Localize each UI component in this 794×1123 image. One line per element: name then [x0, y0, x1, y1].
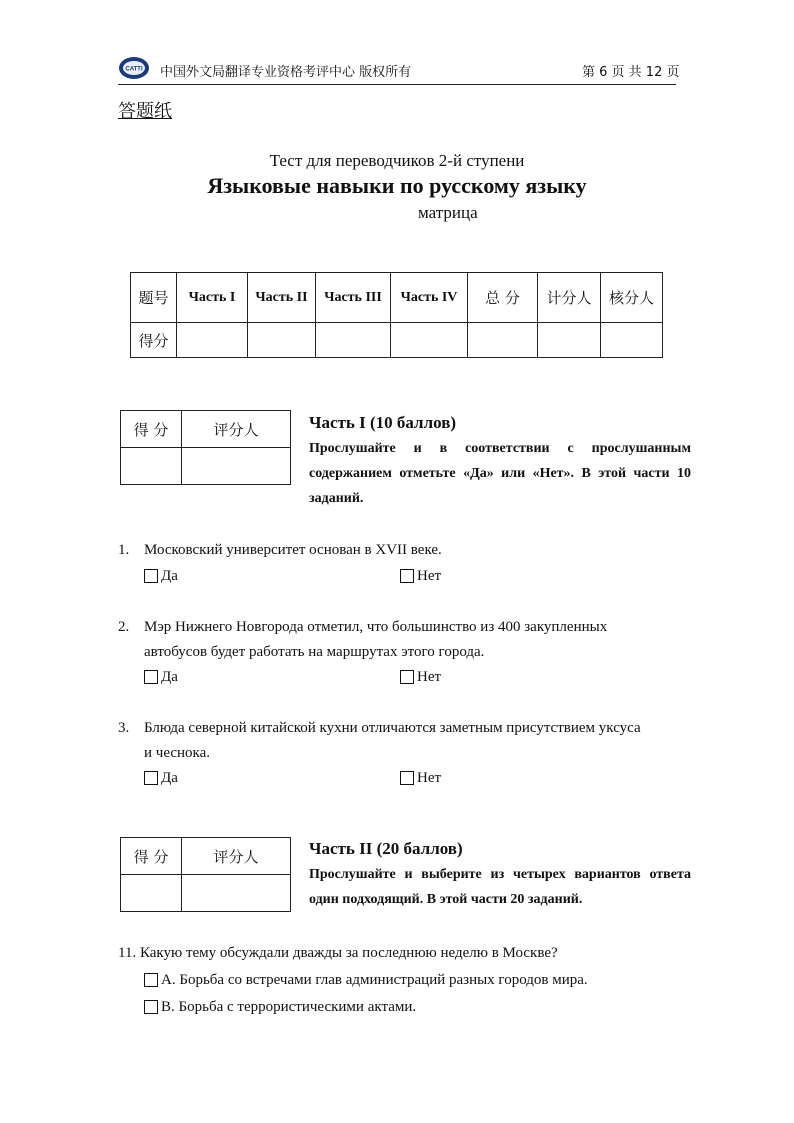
checkbox[interactable]: [144, 771, 158, 785]
test-title: Тест для переводчиков 2-й ступени: [269, 151, 525, 170]
q3-option-yes[interactable]: Да: [144, 768, 178, 788]
grader-name-label: 评分人: [182, 411, 291, 448]
part2-title: Часть II (20 баллов): [309, 839, 463, 858]
q11-option-a[interactable]: [144, 970, 588, 990]
logo-text: CATTI: [125, 66, 143, 73]
col-part-2: Часть II: [248, 273, 316, 323]
question-number: 2.: [118, 619, 130, 635]
grader-score-label: 得 分: [121, 838, 182, 875]
question-text-line2: автобусов будет работать на маршрутах этого города.: [144, 644, 485, 660]
col-part-4: Часть IV: [391, 273, 468, 323]
checkbox[interactable]: [144, 670, 158, 684]
score-cell-part-3[interactable]: [316, 323, 391, 358]
score-cell-total[interactable]: [468, 323, 538, 358]
question-text-line1: Блюда северной китайской кухни отличаются заметным присутствием уксуса: [144, 720, 641, 736]
q3-option-no[interactable]: Нет: [400, 768, 441, 788]
header-organization: 中国外文局翻译专业资格考评中心 版权所有: [160, 65, 412, 80]
grader-name-label: 评分人: [182, 838, 291, 875]
checkbox[interactable]: [144, 973, 158, 987]
col-part-1: Часть I: [177, 273, 248, 323]
option-text: A. Борьба со встречами глав администраций разных городов мира.: [161, 972, 588, 988]
question-number: 1.: [118, 542, 130, 558]
question-1: [118, 538, 674, 563]
score-summary-table: [130, 272, 663, 358]
matrix-label: матрица: [418, 203, 478, 222]
question-text: Московский университет основан в XVII веке.: [144, 542, 442, 558]
grader-score-label: 得 分: [121, 411, 182, 448]
score-cell-checker[interactable]: [601, 323, 663, 358]
part1-grader-box: [120, 410, 291, 485]
option-text: B. Борьба с террористическими актами.: [161, 999, 417, 1015]
q1-option-yes[interactable]: Да: [144, 566, 178, 586]
checkbox[interactable]: [144, 569, 158, 583]
part1-title: Часть I (10 баллов): [309, 413, 457, 432]
score-cell-part-1[interactable]: [177, 323, 248, 358]
part2-grader-cell[interactable]: [182, 875, 291, 912]
header-page-info: 第 6 页 共 12 页: [582, 65, 680, 80]
test-subject-title: Языковые навыки по русскому языку: [207, 173, 587, 198]
checkbox[interactable]: [400, 569, 414, 583]
question-number: 3.: [118, 720, 130, 736]
question-2: [118, 615, 674, 665]
col-total: 总 分: [468, 273, 538, 323]
question-11: 11. Какую тему обсуждали дважды за последнюю неделю в Москве?: [118, 945, 558, 961]
col-part-3: Часть III: [316, 273, 391, 323]
question-text-line2: и чеснока.: [144, 745, 211, 761]
col-checker: 核分人: [601, 273, 663, 323]
part1-instruction: Прослушайте и в соответствии с прослушанным содержанием отметьте «Да» или «Нет». В этой части 10 заданий.: [309, 441, 691, 506]
q2-option-yes[interactable]: Да: [144, 667, 178, 687]
question-3: [118, 716, 674, 766]
checkbox[interactable]: [400, 670, 414, 684]
part1-score-cell[interactable]: [121, 448, 182, 485]
part1-grader-cell[interactable]: [182, 448, 291, 485]
part2-grader-box: [120, 837, 291, 912]
header-divider: [118, 84, 676, 85]
answer-sheet-label: 答题纸: [118, 101, 172, 122]
catti-logo: [118, 55, 150, 81]
checkbox[interactable]: [400, 771, 414, 785]
score-cell-part-4[interactable]: [391, 323, 468, 358]
score-table-header-row: [131, 273, 663, 323]
row-header-cell: 题号: [131, 273, 177, 323]
score-table-score-row: [131, 323, 663, 358]
part2-score-cell[interactable]: [121, 875, 182, 912]
score-cell-part-2[interactable]: [248, 323, 316, 358]
q11-option-b[interactable]: [144, 997, 416, 1017]
question-text-line1: Мэр Нижнего Новгорода отметил, что большинство из 400 закупленных: [144, 619, 608, 635]
part2-instruction: Прослушайте и выберите из четырех вариантов ответа один подходящий. В этой части 20 заданий.: [309, 867, 691, 907]
checkbox[interactable]: [144, 1000, 158, 1014]
score-row-label: 得分: [131, 323, 177, 358]
q1-option-no[interactable]: Нет: [400, 566, 441, 586]
score-cell-scorer[interactable]: [538, 323, 601, 358]
col-scorer: 计分人: [538, 273, 601, 323]
q2-option-no[interactable]: Нет: [400, 667, 441, 687]
